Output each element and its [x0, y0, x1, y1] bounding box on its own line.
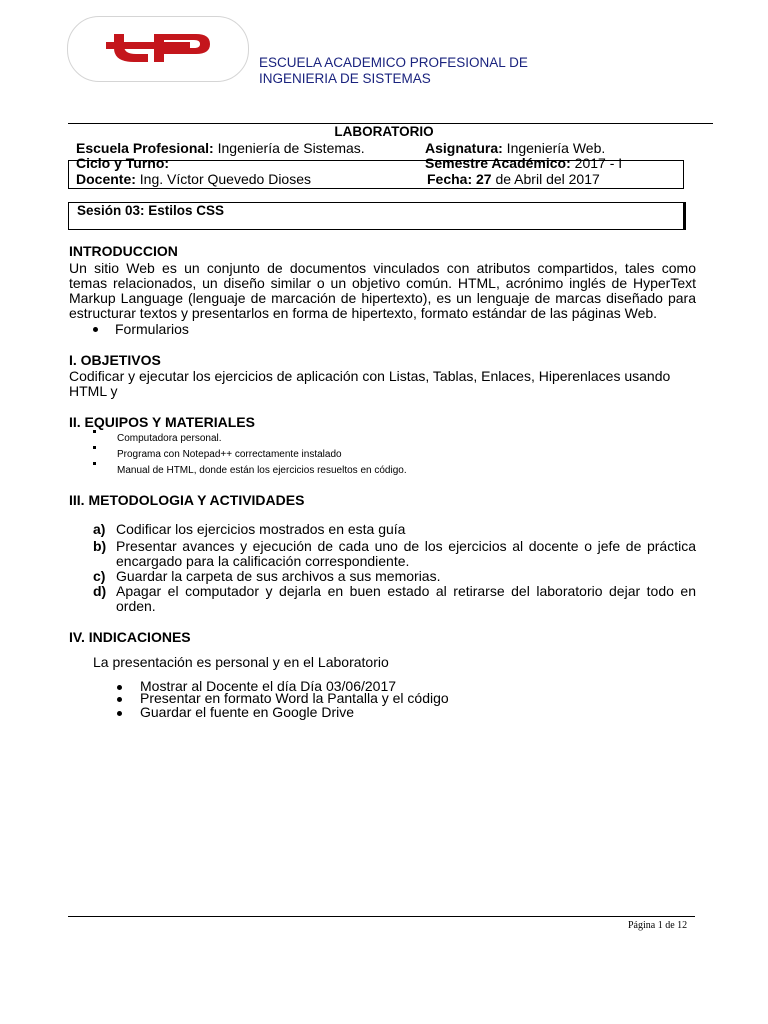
metodologia-item-d-line2: orden. [116, 598, 156, 614]
bullet-icon [117, 685, 122, 690]
indicaciones-heading: IV. INDICACIONES [69, 629, 191, 645]
asignatura-label: Asignatura: [425, 140, 503, 156]
page-number: Página 1 de 12 [628, 920, 688, 931]
metodologia-item-d-line1: Apagar el computador y dejarla en buen estado al retirarse del laboratorio dejar todo en [116, 583, 696, 599]
fecha-field [427, 171, 600, 187]
metodologia-item-b-line1: Presentar avances y ejecución de cada uno de los ejercicios al docente o jefe de práctica [116, 538, 696, 554]
square-bullet-icon [93, 430, 96, 433]
docente-value: Ing. Víctor Quevedo Dioses [135, 171, 311, 187]
item-label-d: d) [93, 583, 107, 599]
intro-line-3: Markup Language (lenguaje de marcación de hipertexto), es un lenguaje de marcas diseñado para [69, 290, 696, 306]
escuela-label: Escuela Profesional: [76, 140, 214, 156]
school-name-line2: INGENIERIA DE SISTEMAS [259, 71, 431, 86]
intro-line-1: Un sitio Web es un conjunto de documentos vinculados con atributos compartidos, tales como [69, 260, 696, 276]
metodologia-item-b-line2: encargado para la calificación correspondiente. [116, 553, 410, 569]
docente-label: Docente: [76, 171, 136, 187]
docente-field [76, 171, 311, 187]
up-logo-icon [104, 28, 212, 68]
document-title: LABORATORIO [334, 124, 434, 139]
escuela-value: Ingeniería de Sistemas. [213, 140, 365, 156]
square-bullet-icon [93, 462, 96, 465]
ciclo-label: Ciclo y Turno: [76, 155, 170, 171]
asignatura-value: Ingeniería Web. [502, 140, 606, 156]
equipo-item-2: Programa con Notepad++ correctamente instalado [117, 449, 342, 460]
item-label-c: c) [93, 568, 106, 584]
indicacion-item-1: Mostrar al Docente el día Día 03/06/2017 [140, 678, 397, 694]
item-label-a: a) [93, 521, 106, 537]
objetivos-line-2: HTML y [69, 383, 118, 399]
objetivos-line-1: Codificar y ejecutar los ejercicios de aplicación con Listas, Tablas, Enlaces, Hiperenlaces usando [69, 368, 671, 384]
footer-divider [68, 916, 695, 917]
fecha-day: 27 [472, 171, 492, 187]
session-title: Sesión 03: Estilos CSS [77, 203, 225, 218]
equipo-item-3: Manual de HTML, donde están los ejercicios resueltos en código. [117, 465, 407, 476]
metodologia-item-a: Codificar los ejercicios mostrados en esta guía [116, 521, 406, 537]
intro-line-2: temas relacionados, un diseño similar o un objetivo común. HTML, acrónimo inglés de HyperText [69, 275, 696, 291]
intro-line-4: estructurar textos y presentarlos en forma de hipertexto, formato estándar de las páginas Web. [69, 305, 658, 321]
ciclo-field [76, 155, 169, 171]
intro-bullet: Formularios [115, 321, 189, 337]
metodologia-heading: III. METODOLOGIA Y ACTIVIDADES [69, 492, 305, 508]
equipos-heading: II. EQUIPOS Y MATERIALES [69, 414, 255, 430]
semestre-label: Semestre Académico: [425, 155, 571, 171]
objetivos-heading: I. OBJETIVOS [69, 352, 161, 368]
school-name-line1: ESCUELA ACADEMICO PROFESIONAL DE [259, 55, 528, 70]
semestre-field [425, 155, 622, 171]
university-logo [67, 16, 249, 82]
indicacion-item-2: Presentar en formato Word la Pantalla y el código [140, 690, 449, 706]
square-bullet-icon [93, 446, 96, 449]
intro-heading: INTRODUCCION [69, 243, 178, 259]
item-label-b: b) [93, 538, 107, 554]
fecha-label: Fecha: [427, 171, 473, 187]
fecha-rest: de Abril del 2017 [491, 171, 600, 187]
equipo-item-1: Computadora personal. [117, 433, 222, 444]
bullet-icon [93, 327, 98, 332]
asignatura-field [425, 140, 605, 156]
bullet-icon [117, 697, 122, 702]
school-name [259, 55, 528, 87]
escuela-field [76, 140, 365, 156]
indicaciones-intro: La presentación es personal y en el Laboratorio [93, 654, 389, 670]
indicacion-item-3: Guardar el fuente en Google Drive [140, 704, 355, 720]
bullet-icon [117, 711, 122, 716]
semestre-value: 2017 - I [570, 155, 623, 171]
metodologia-item-c: Guardar la carpeta de sus archivos a sus memorias. [116, 568, 441, 584]
